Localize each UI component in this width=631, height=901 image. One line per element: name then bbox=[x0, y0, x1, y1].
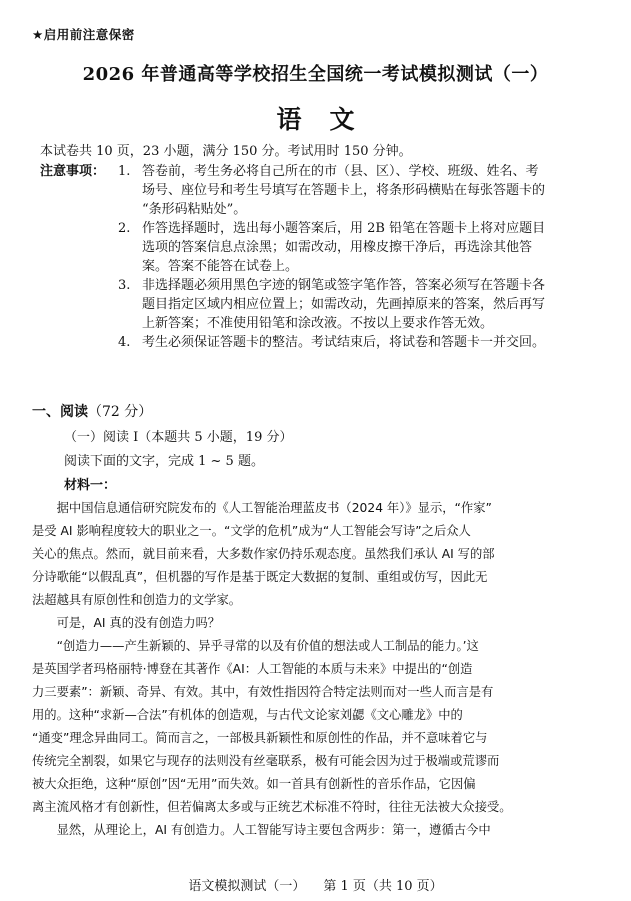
sub-section-heading: （一）阅读 I（本题共 5 小题，19 分） bbox=[64, 430, 293, 445]
section-points: （72 分） bbox=[88, 404, 153, 420]
passage-line: “通变”理念异曲同工。简而言之，一部极具新颖性和原创性的作品，并不意味着它与 bbox=[32, 731, 488, 745]
note-line: 答卷前，考生务必将自己所在的市（县、区）、学校、班级、姓名、考 bbox=[142, 164, 539, 179]
passage-line: 可是，AI 真的没有创造力吗？ bbox=[32, 616, 221, 630]
note-line: 考生必须保证答题卡的整洁。考试结束后，将试卷和答题卡一并交回。 bbox=[142, 335, 546, 350]
note-line: 场号、座位号和考生号填写在答题卡上，将条形码横贴在每张答题卡的 bbox=[142, 183, 546, 198]
passage-line: 是受 AI 影响程度较大的职业之一。“文学的危机”成为“人工智能会写诗”之后众人 bbox=[32, 524, 471, 538]
note-line: “条形码粘贴处”。 bbox=[142, 202, 247, 217]
confidential-mark: ★启用前注意保密 bbox=[32, 27, 135, 42]
note-line: 上新答案；不准使用铅笔和涂改液。不按以上要求作答无效。 bbox=[142, 316, 494, 331]
notes-label: 注意事项： bbox=[40, 164, 106, 179]
page-footer bbox=[0, 875, 631, 894]
passage-line: 法超越具有原创性和创造力的文学家。 bbox=[32, 593, 242, 607]
exam-title: 2026 年普通高等学校招生全国统一考试模拟测试（一） bbox=[82, 64, 549, 85]
note-item bbox=[118, 333, 600, 352]
note-item bbox=[118, 276, 600, 333]
passage-line: “创造力——产生新颖的、异乎寻常的以及有价值的想法或人工制品的能力。’这 bbox=[32, 639, 479, 653]
note-number: 2. bbox=[118, 221, 131, 236]
passage-line: 离主流风格才有创新性，但若偏离太多或与正统艺术标准不符时，往往无法被大众接受。 bbox=[32, 800, 512, 814]
reading-instruction: 阅读下面的文字，完成 1 ~ 5 题。 bbox=[64, 454, 264, 469]
notes-block bbox=[40, 162, 600, 352]
material-label: 材料一： bbox=[64, 478, 117, 493]
footer-subject: 语文模拟测试（一） bbox=[188, 879, 306, 894]
passage-line: 用的。这种“求新—合法”有机体的创造观，与古代文论家刘勰《文心雕龙》中的 bbox=[32, 708, 463, 722]
exam-intro: 本试卷共 10 页，23 小题，满分 150 分。考试用时 150 分钟。 bbox=[40, 144, 412, 159]
section-title: 一、阅读 bbox=[32, 404, 88, 420]
note-item bbox=[118, 162, 600, 219]
passage-line: 关心的焦点。然而，就目前来看，大多数作家仍持乐观态度。虽然我们承认 AI 写的部 bbox=[32, 547, 495, 561]
section-heading bbox=[32, 401, 152, 421]
note-line: 非选择题必须用黑色字迹的钢笔或签字笔作答，答案必须写在答题卡各 bbox=[142, 278, 546, 293]
note-item bbox=[118, 219, 600, 276]
passage-line: 分诗歌能“以假乱真”，但机器的写作是基于既定大数据的复制、重组或仿写，因此无 bbox=[32, 570, 488, 584]
note-number: 1. bbox=[118, 164, 131, 179]
reading-passage bbox=[32, 497, 604, 842]
passage-line: 显然，从理论上，AI 有创造力。人工智能写诗主要包含两步：第一，遵循古今中 bbox=[32, 823, 491, 837]
passage-line: 是英国学者玛格丽特·博登在其著作《AI：人工智能的本质与未来》中提出的“创造 bbox=[32, 662, 473, 676]
note-number: 4. bbox=[118, 335, 131, 350]
passage-line: 被大众拒绝，这种“原创”因“无用”而失效。如一首具有创新性的音乐作品，它因偏 bbox=[32, 777, 476, 791]
note-line: 作答选择题时，选出每小题答案后，用 2B 铅笔在答题卡上将对应题目 bbox=[142, 221, 546, 236]
passage-line: 传统完全割裂，如果它与现存的法则没有丝毫联系，极有可能会因为过于极端或荒谬而 bbox=[32, 754, 500, 768]
subject-title: 语文 bbox=[276, 105, 383, 134]
passage-line: 力三要素”：新颖、奇异、有效。其中，有效性指因符合特定法则而对一些人而言是有 bbox=[32, 685, 494, 699]
footer-page-number: 第 1 页（共 10 页） bbox=[323, 879, 443, 894]
note-line: 题目指定区域内相应位置上；如需改动，先画掉原来的答案，然后再写 bbox=[142, 297, 546, 312]
note-line: 选项的答案信息点涂黑；如需改动，用橡皮擦干净后，再选涂其他答 bbox=[142, 240, 533, 255]
passage-line: 据中国信息通信研究院发布的《人工智能治理蓝皮书（2024 年）》显示，“作家” bbox=[32, 501, 492, 515]
note-line: 案。答案不能答在试卷上。 bbox=[142, 259, 299, 274]
note-number: 3. bbox=[118, 278, 131, 293]
